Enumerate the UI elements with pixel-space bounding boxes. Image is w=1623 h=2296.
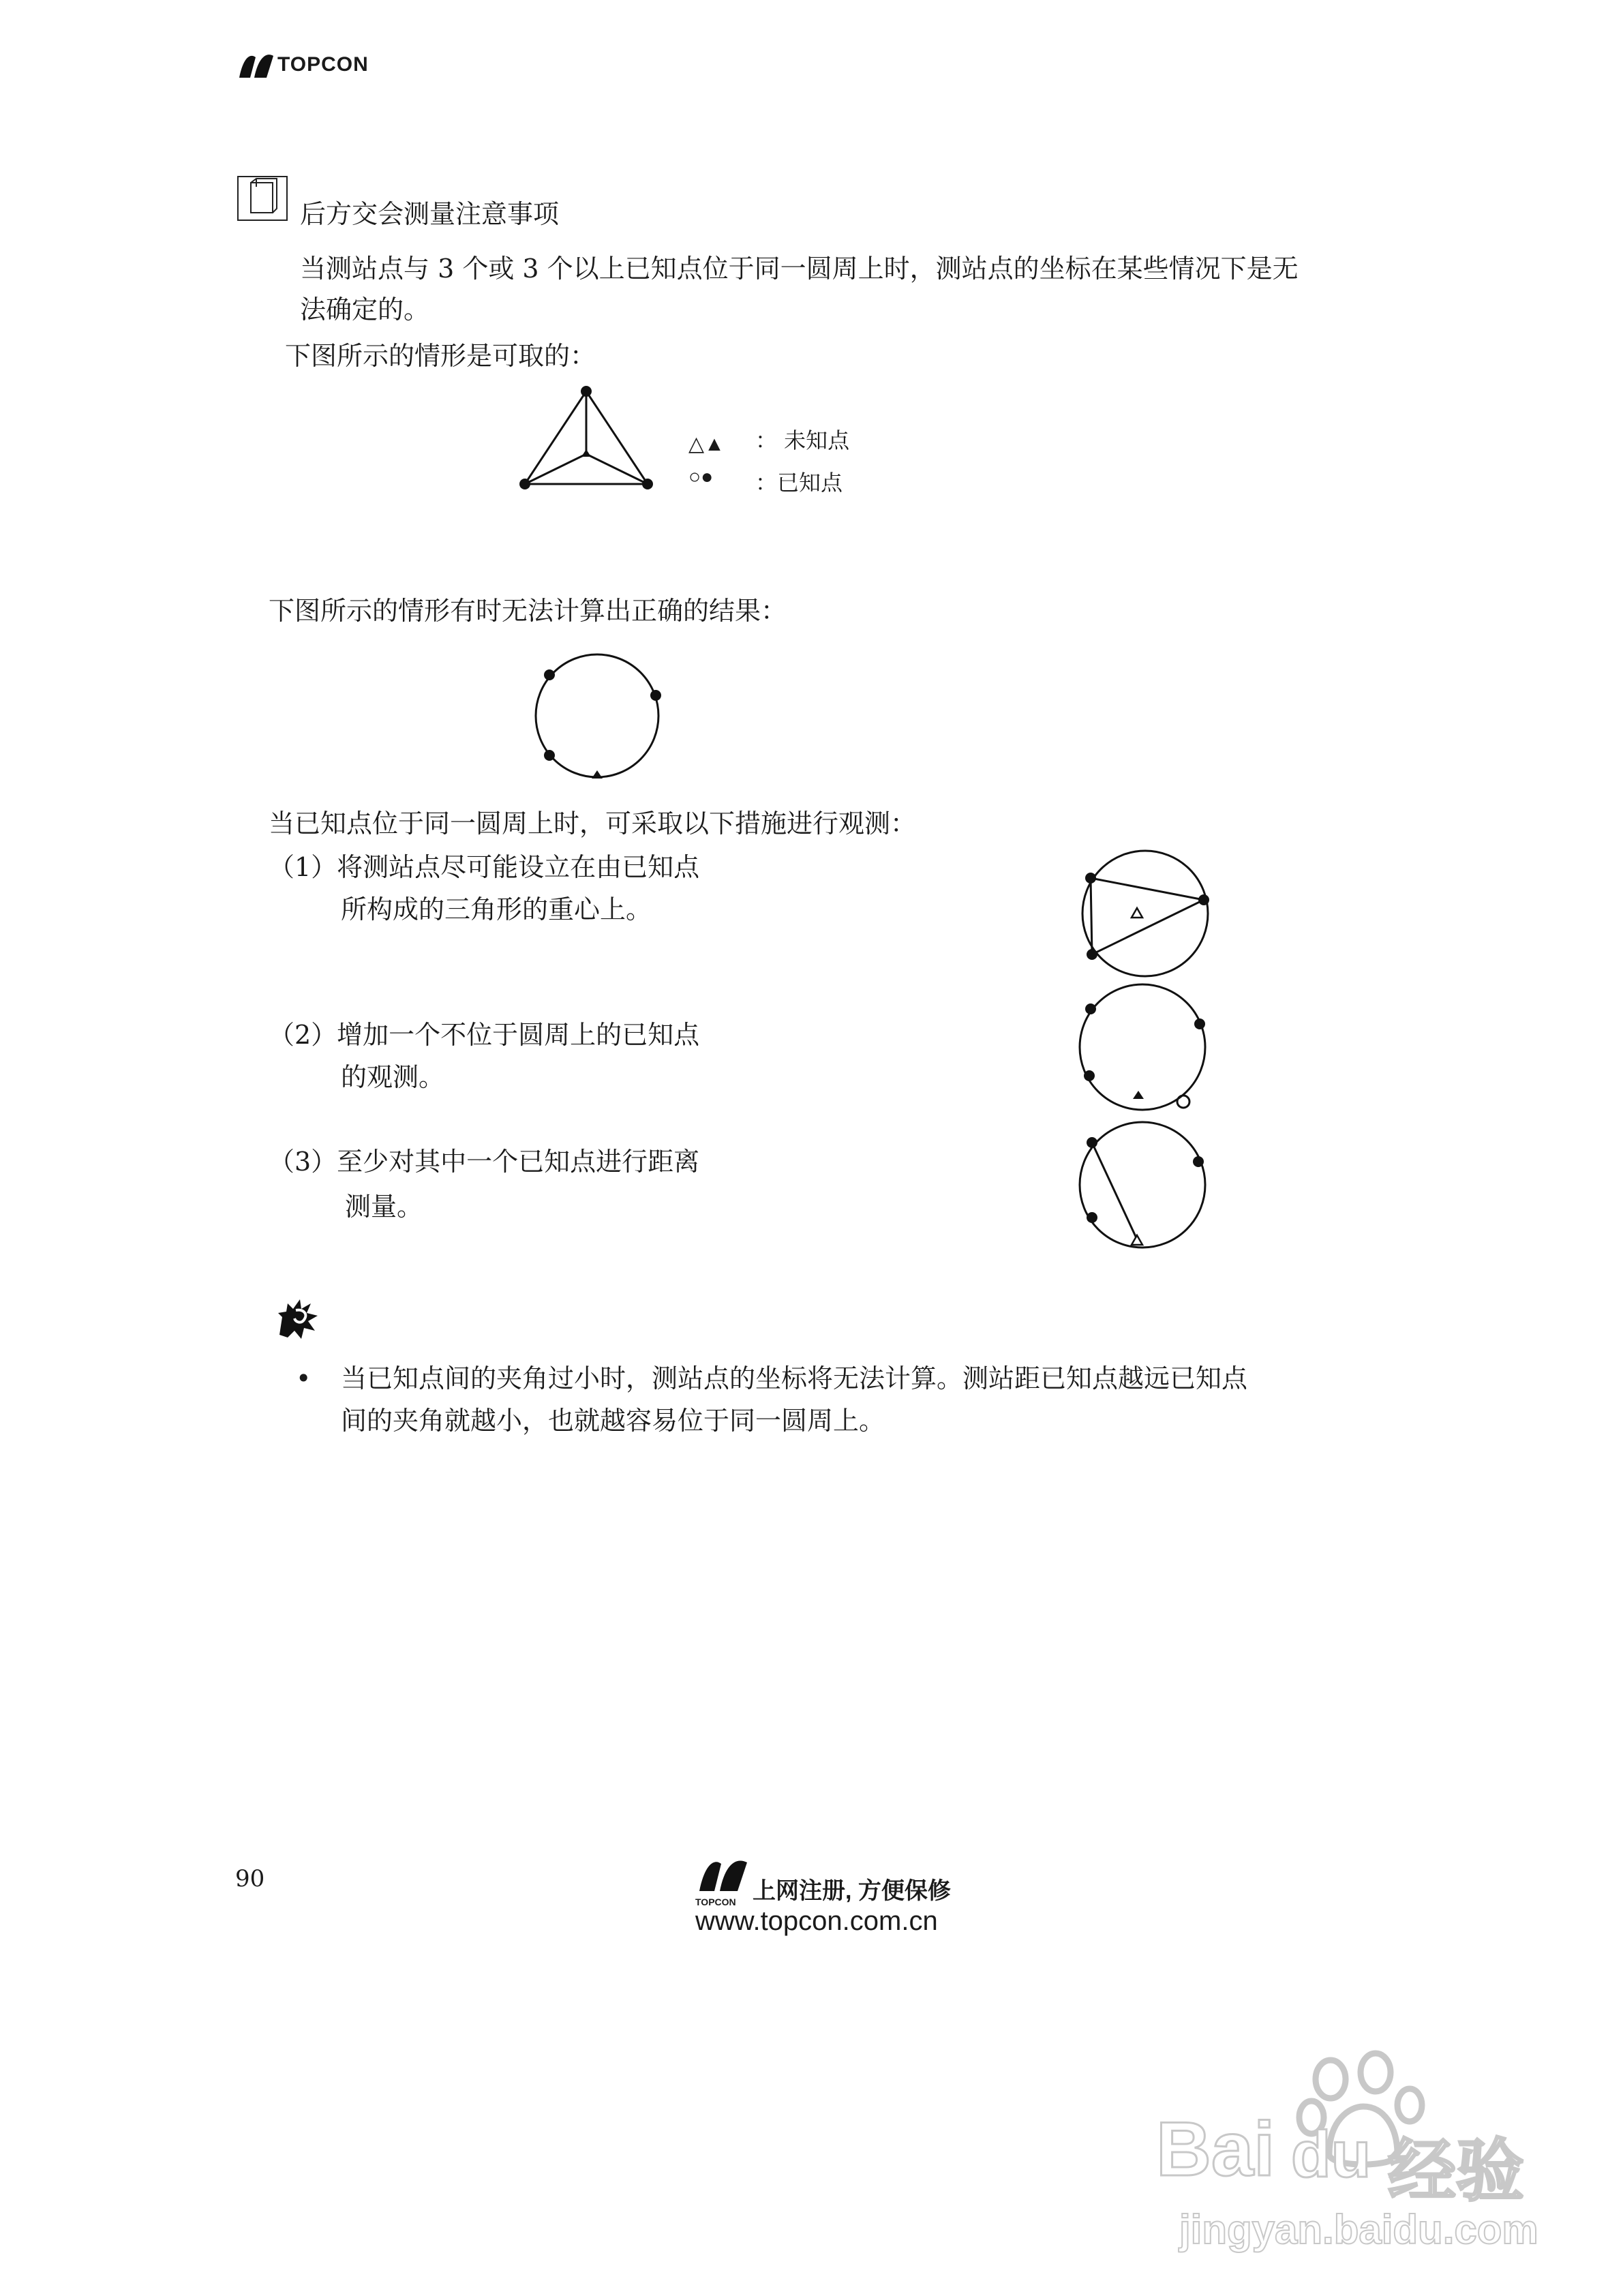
legend-unknown-label: ： 未知点: [755, 427, 850, 453]
known-point: [650, 690, 661, 701]
note-line-2: 间的夹角就越小，也就越容易位于同一圆周上。: [341, 1406, 885, 1436]
measure-2-line-2: 的观测。: [341, 1062, 445, 1092]
measure-2-diagram: [1074, 979, 1238, 1129]
watermark-brand-2: du: [1291, 2118, 1371, 2191]
station-point: [592, 770, 603, 779]
caution-icon: [275, 1297, 320, 1342]
station-point: [1132, 908, 1142, 918]
known-point: [1085, 1003, 1096, 1014]
note-line-1: 当已知点间的夹角过小时，测站点的坐标将无法计算。测站距已知点越远已知点: [341, 1363, 1248, 1393]
book-icon: [237, 176, 288, 221]
measure-3-line-1: （3）至少对其中一个已知点进行距离: [269, 1147, 700, 1177]
page-number: 90: [235, 1865, 265, 1892]
good-case-diagram: [518, 382, 682, 504]
baidu-watermark: [1156, 2052, 1581, 2270]
station-point: [1132, 1235, 1142, 1245]
footer-brand: TOPCON: [695, 1897, 736, 1907]
measures-intro: 当已知点位于同一圆周上时，可采取以下措施进行观测：: [269, 809, 917, 839]
known-point: [1087, 1212, 1097, 1223]
measure-1-line-1: （1）将测站点尽可能设立在由已知点: [269, 852, 700, 882]
station-point: [581, 449, 591, 457]
section-title: 后方交会测量注意事项: [300, 199, 560, 229]
header-brand: TOPCON: [277, 53, 369, 76]
known-point: [1085, 873, 1096, 883]
known-point: [1193, 1156, 1204, 1167]
watermark-brand: Bai: [1156, 2106, 1275, 2192]
measure-1-diagram: [1074, 843, 1224, 993]
bad-case-caption: 下图所示的情形有时无法计算出正确的结果：: [269, 596, 787, 626]
known-point: [581, 386, 592, 397]
topcon-logo-icon: [235, 50, 275, 80]
extra-known-point: [1177, 1096, 1189, 1108]
watermark-product: 经验: [1388, 2133, 1524, 2209]
intro-line-2: 法确定的。: [300, 294, 430, 324]
note-bullet: •: [296, 1363, 312, 1393]
known-point: [544, 750, 555, 761]
measure-2-line-1: （2）增加一个不位于圆周上的已知点: [269, 1020, 700, 1050]
measure-1-line-2: 所构成的三角形的重心上。: [341, 894, 652, 924]
legend-unknown-symbols: △▲: [688, 433, 725, 455]
measure-3-diagram: [1074, 1117, 1224, 1267]
header-logo: [235, 49, 385, 83]
measure-3-line-2: 测量。: [345, 1192, 423, 1222]
intro-line-1: 当测站点与 3 个或 3 个以上已知点位于同一圆周上时，测站点的坐标在某些情况下是无: [300, 254, 1299, 284]
legend-known-label: ：已知点: [755, 470, 843, 496]
watermark-url: jingyan.baidu.com: [1179, 2207, 1538, 2252]
known-point: [1198, 894, 1209, 905]
known-point: [544, 669, 555, 680]
station-point: [1133, 1091, 1144, 1099]
footer-slogan: 上网注册, 方便保修: [753, 1878, 951, 1904]
good-case-caption: 下图所示的情形是可取的：: [285, 341, 596, 371]
footer-logo-icon: [694, 1856, 751, 1897]
known-point: [1087, 949, 1097, 960]
known-point: [1084, 1070, 1095, 1081]
footer-url: www.topcon.com.cn: [695, 1906, 938, 1936]
bad-case-diagram: [529, 648, 679, 798]
known-point: [642, 479, 653, 489]
legend-known-symbols: ○●: [688, 466, 714, 488]
known-point: [1194, 1018, 1205, 1029]
known-point: [519, 479, 530, 489]
known-point: [1087, 1137, 1097, 1148]
